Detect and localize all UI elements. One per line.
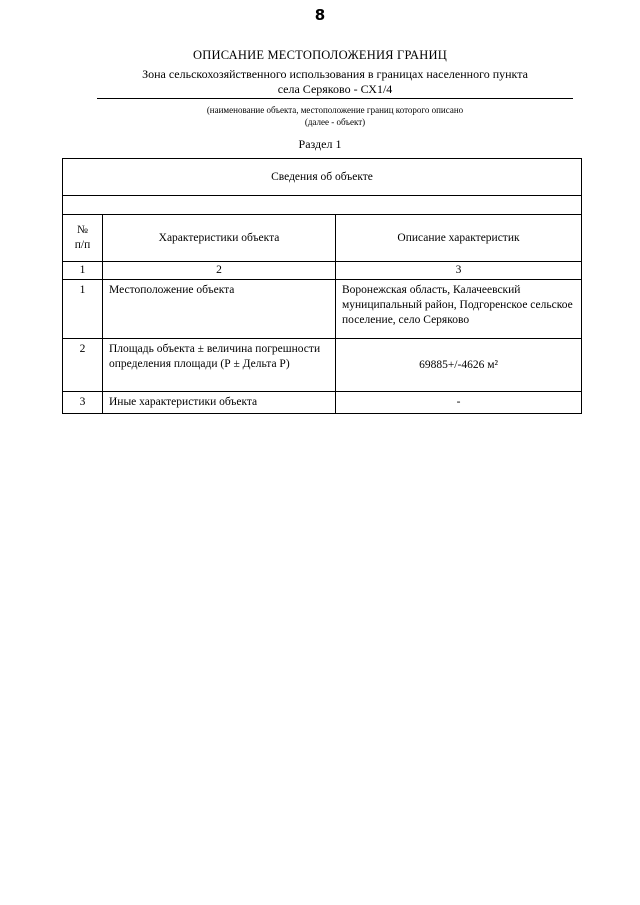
column-header-num-line-1: №	[77, 224, 88, 236]
table-blank-cell	[63, 196, 582, 215]
column-number: 3	[336, 262, 582, 280]
table-row	[63, 339, 582, 392]
row-characteristic: Местоположение объекта	[103, 280, 336, 339]
column-header-characteristics: Характеристики объекта	[103, 215, 336, 262]
row-number: 1	[63, 280, 103, 339]
row-description: 69885+/-4626 м²	[336, 339, 582, 392]
row-description: -	[336, 392, 582, 414]
table-row	[63, 280, 582, 339]
caption-line-2: (далее - объект)	[304, 117, 366, 127]
column-header-row	[63, 215, 582, 262]
object-info-table	[62, 158, 582, 414]
subtitle-line-1: Зона сельскохозяйственного использования в границах населенного пункта	[142, 67, 528, 81]
subtitle-line-2: села Серяково - СХ1/4	[277, 82, 393, 96]
column-header-description: Описание характеристик	[336, 215, 582, 262]
object-caption	[97, 104, 573, 128]
row-characteristic: Площадь объекта ± величина погрешности определения площади (Р ± Дельта Р)	[103, 339, 336, 392]
row-characteristic: Иные характеристики объекта	[103, 392, 336, 414]
table-header: Сведения об объекте	[63, 159, 582, 196]
row-number: 3	[63, 392, 103, 414]
table-header-row	[63, 159, 582, 196]
caption-line-1: (наименование объекта, местоположение границ которого описано	[206, 105, 464, 115]
table-blank-row	[63, 196, 582, 215]
row-description: Воронежская область, Калачеевский муниципальный район, Подгоренское сельское поселение, село Серяково	[336, 280, 582, 339]
section-label: Раздел 1	[298, 137, 342, 151]
document-title: ОПИСАНИЕ МЕСТОПОЛОЖЕНИЯ ГРАНИЦ	[193, 48, 447, 62]
column-header-num	[63, 215, 103, 262]
column-number: 1	[63, 262, 103, 280]
object-subtitle	[97, 67, 573, 99]
table-row	[63, 392, 582, 414]
column-header-num-line-2: п/п	[74, 239, 91, 251]
row-number: 2	[63, 339, 103, 392]
column-number: 2	[103, 262, 336, 280]
column-number-row	[63, 262, 582, 280]
page-number: 8	[314, 6, 326, 24]
